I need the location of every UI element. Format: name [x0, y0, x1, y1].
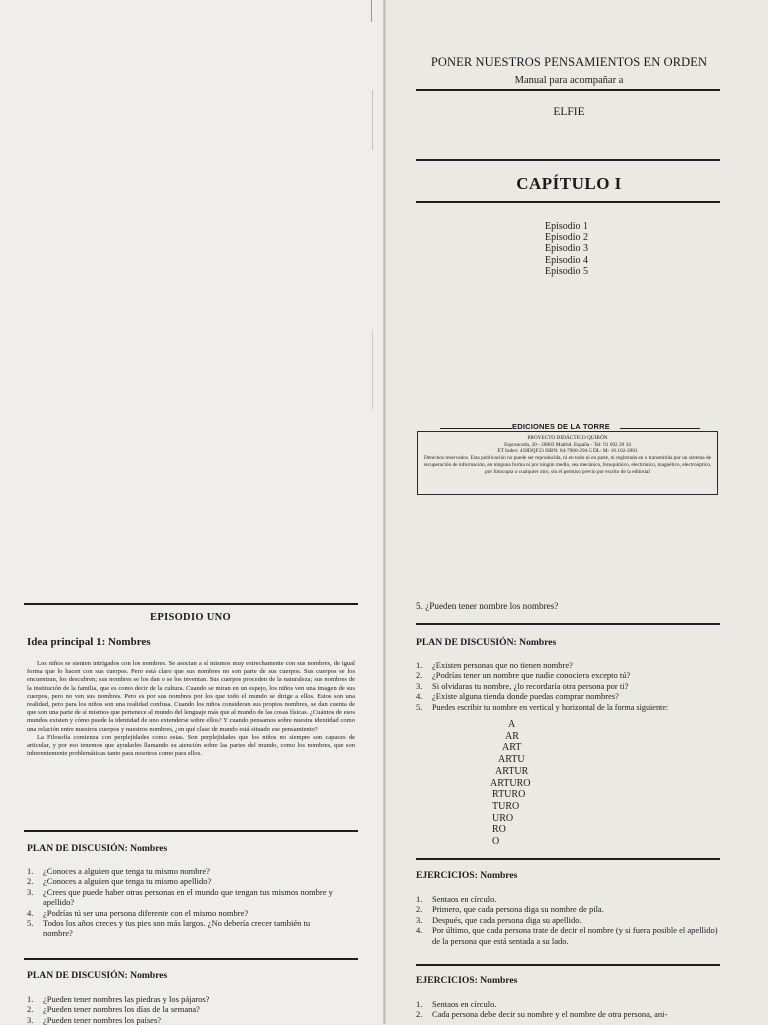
logo-rule	[440, 428, 512, 429]
divider	[416, 201, 720, 203]
list-item: 3. Después, que cada persona diga su apellido.	[416, 914, 582, 925]
book-title: PONER NUESTROS PENSAMIENTOS EN ORDEN	[430, 55, 708, 69]
divider	[24, 830, 358, 832]
book-subtitle: Manual para acompañar a	[514, 75, 624, 86]
section-heading: PLAN DE DISCUSIÓN: Nombres	[27, 970, 168, 981]
publisher-box	[417, 431, 718, 495]
list-item: 1. Sentaos en círculo.	[416, 999, 497, 1009]
fold-mark	[372, 330, 373, 410]
list-item: 4. ¿Podrías tú ser una persona diferente con el mismo nombre?	[27, 907, 249, 918]
section-heading: PLAN DE DISCUSIÓN: Nombres	[27, 843, 168, 854]
question-5: 5. ¿Pueden tener nombre los nombres?	[416, 601, 559, 611]
episode-title: EPISODIO UNO	[150, 612, 231, 623]
publisher-logo: EDICIONES DE LA TORRE	[512, 422, 610, 431]
list-item: 3. Si olvidaras tu nombre, ¿lo recordaría otra persona por ti?	[416, 680, 629, 691]
section-heading: EJERCICIOS: Nombres	[416, 975, 518, 986]
publisher-index: ET Index: 458DQF23 ISBN: 84-7960-294-5 DL: M- 16.102-2001	[497, 448, 638, 455]
name-stack-row: TURO	[492, 800, 520, 812]
section-heading: EJERCICIOS: Nombres	[416, 870, 518, 881]
divider	[416, 89, 720, 91]
exercise-list	[416, 894, 722, 946]
fold-mark	[371, 0, 372, 22]
list-item: 1. ¿Conoces a alguien que tenga tu mismo nombre?	[27, 866, 210, 876]
page-fold	[383, 0, 386, 1024]
main-idea-heading: Idea principal 1: Nombres	[27, 636, 151, 648]
episode-list	[545, 221, 588, 277]
list-item: 3. ¿Pueden tener nombres los países?	[27, 1014, 162, 1025]
episode-item: Episodio 5	[545, 265, 589, 277]
list-item: 5. Puedes escribir tu nombre en vertical y horizontal de la forma siguiente:	[416, 701, 669, 712]
logo-rule	[620, 428, 700, 429]
novel-title: ELFIE	[553, 106, 585, 118]
name-stack-row: URO	[492, 812, 514, 824]
episode-item: Episodio 3	[545, 243, 589, 255]
name-stack-row: O	[492, 836, 500, 848]
exercise-list	[416, 999, 722, 1020]
list-item: 1. Sentaos en círculo.	[416, 894, 497, 904]
divider	[24, 603, 358, 605]
name-stack-row: ART	[502, 742, 522, 754]
body-text	[27, 660, 355, 758]
divider	[24, 958, 358, 960]
name-stack-row: ARTUR	[495, 765, 529, 777]
divider	[416, 623, 720, 625]
publisher-project: PROYECTO DIDÁCTICO QUIRÓN	[527, 435, 608, 441]
name-stack-row: AR	[505, 730, 519, 742]
name-stack-row: A	[508, 719, 516, 730]
name-stack-row: ARTURO	[490, 777, 531, 789]
name-stack	[490, 719, 531, 848]
list-item: 5. Todos los años creces y tus pies son más largos. ¿No debería crecer también tu nombre?	[27, 918, 311, 939]
fold-mark	[372, 90, 373, 150]
divider	[416, 159, 720, 161]
name-stack-row: RO	[492, 824, 506, 836]
discussion-list	[27, 866, 335, 939]
publisher-address: Espronceda, 20 - 28003 Madrid. España - Tel: 91 692 20 34	[504, 441, 631, 448]
chapter-title: CAPÍTULO I	[516, 174, 622, 193]
episode-item: Episodio 2	[545, 232, 589, 244]
list-item: 2. ¿Podrías tener un nombre que nadie conociera excepto tú?	[416, 670, 631, 681]
discussion-list	[416, 660, 722, 713]
episode-item: Episodio 1	[545, 221, 589, 232]
divider	[416, 964, 720, 966]
list-item: 1. ¿Pueden tener nombres las piedras y los pájaros?	[27, 994, 210, 1004]
section-heading: PLAN DE DISCUSIÓN: Nombres	[416, 637, 557, 648]
paragraph: Los niños se sienten intrigados con los nombres. Se asocian a sí mismos muy estrechamente con sus nombres, de igual forma que lo hacen con sus cuerpos. Pero está claro que sus nombres no son parte de sus cuerpos. Sus cuerpos se los encuentran, los descubren; sus nombres se los dan o se los inventan. Sus cuerpos proceden de la naturaleza; sus nombres de la institución de la familia, que es como decir de la cultura. Cuando se miran en un espejo, los niños ven una imagen de sus cuerpos, pero no ven sus nombres. Pero es por sus nombres por los que todo el mundo se dirige a ellos. Estos son una realidad, pero para los niños son una realidad confusa. Cuando los niños consideran sus propios nombres, se dan cuenta de que son una parte de sí mismos que pertenece al mundo del lenguaje más que al mundo de las cosas físicas. ¿Cuántos de esos mundos existen y cómo puede la identidad de uno extenderse sobre ellos? Y cuando pensamos sobre nuestra identidad como una relación entre nuestros cuerpos y nuestros nombres, ¿en qué clase de mundo está situado ese pensamiento?	[27, 660, 355, 733]
divider	[416, 858, 720, 860]
list-item: 2. ¿Conoces a alguien que tenga tu mismo apellido?	[27, 876, 212, 887]
list-item: 4. ¿Existe alguna tienda donde puedas comprar nombres?	[416, 691, 619, 702]
paragraph: La Filosofía comienza con perplejidades como estas. Son perplejidades que los niños no siempre son capaces de articular, y por eso tenemos que ayudarles llamando su atención sobre las partes del mundo, como los nombres, que son inherentemente problemáticas tanto para nosotros como para ellos.	[27, 733, 355, 758]
list-item: 1. ¿Existen personas que no tienen nombre?	[416, 660, 573, 670]
list-item: 4. Por último, que cada persona trate de decir el nombre (y si fuera posible el apellido) de la persona que está sentada a su lado.	[416, 925, 718, 946]
list-item: 2. ¿Pueden tener nombres los días de la semana?	[27, 1004, 200, 1015]
list-item: 2. Primero, que cada persona diga su nombre de pila.	[416, 904, 604, 915]
name-stack-row: ARTU	[498, 754, 525, 766]
list-item: 3. ¿Crees que puede haber otras personas en el mundo que tengan tus mismos nombre y apellido?	[27, 886, 333, 908]
publisher-rights: Derechos reservados. Esta publicación no puede ser reproducida, ni en todo ni en parte, ni registrada en o transmitida por un sistema de recuperación de información, en ninguna forma ni por ningún medio, sea mecánico, fotoquímico, electrónico, magnético, electroóptico, por fotocopia o cualquier otro, sin el permiso previo por escrito de la editorial	[423, 455, 712, 475]
episode-item: Episodio 4	[545, 254, 589, 266]
discussion-list	[27, 994, 335, 1025]
list-item: 2. Cada persona debe decir su nombre y el nombre de otra persona, ani-	[416, 1009, 668, 1020]
name-stack-row: RTURO	[492, 789, 526, 801]
